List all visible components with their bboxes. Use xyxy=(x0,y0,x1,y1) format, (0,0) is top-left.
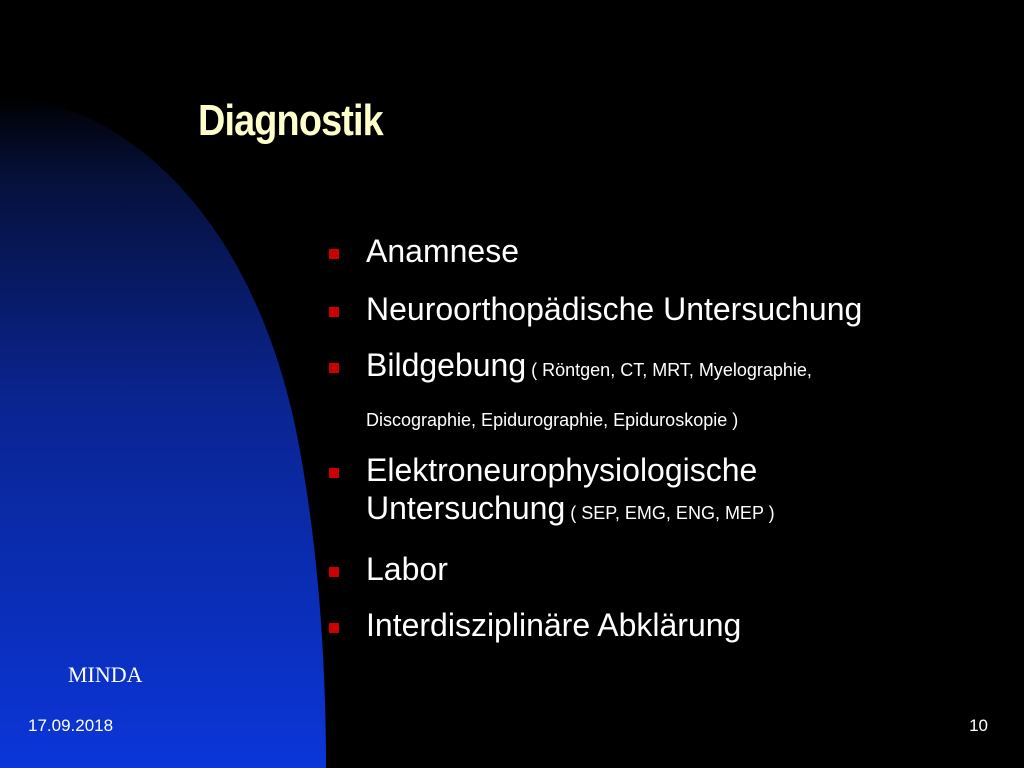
bullet-square-icon xyxy=(329,567,339,577)
slide-title: Diagnostik xyxy=(198,96,383,145)
bullet-detail: ( SEP, EMG, ENG, MEP ) xyxy=(565,503,775,523)
bullet-item xyxy=(326,550,1006,588)
footer-logo-text: MINDA xyxy=(68,662,143,687)
bullet-text-continued: Untersuchung xyxy=(366,490,566,526)
bullet-detail: ( Röntgen, CT, MRT, Myelographie, xyxy=(526,360,812,380)
bullet-item xyxy=(326,232,1006,270)
footer-date: 17.09.2018 xyxy=(28,716,114,735)
bullet-item xyxy=(326,290,1006,328)
page-number: 10 xyxy=(969,716,988,735)
bullet-detail-line2: Discographie, Epidurographie, Epiduroskopie ) xyxy=(366,410,739,430)
bullet-square-icon xyxy=(329,623,339,633)
bullet-text: Elektroneurophysiologische xyxy=(366,452,758,488)
bullet-text: Labor xyxy=(366,551,448,587)
bullet-text: Interdisziplinäre Abklärung xyxy=(366,607,742,643)
bullet-list xyxy=(326,232,1006,644)
bullet-text: Neuroorthopädische Untersuchung xyxy=(366,291,863,327)
bullet-square-icon xyxy=(329,468,339,478)
bullet-text: Anamnese xyxy=(366,233,519,269)
bullet-item xyxy=(326,346,1006,431)
bullet-text: Bildgebung xyxy=(366,347,527,383)
bullet-square-icon xyxy=(329,307,339,317)
bullet-square-icon xyxy=(329,363,339,373)
bullet-text-line2 xyxy=(366,489,1006,532)
bullet-item xyxy=(326,451,1006,532)
bullet-item xyxy=(326,606,1006,644)
bullet-square-icon xyxy=(329,249,339,259)
